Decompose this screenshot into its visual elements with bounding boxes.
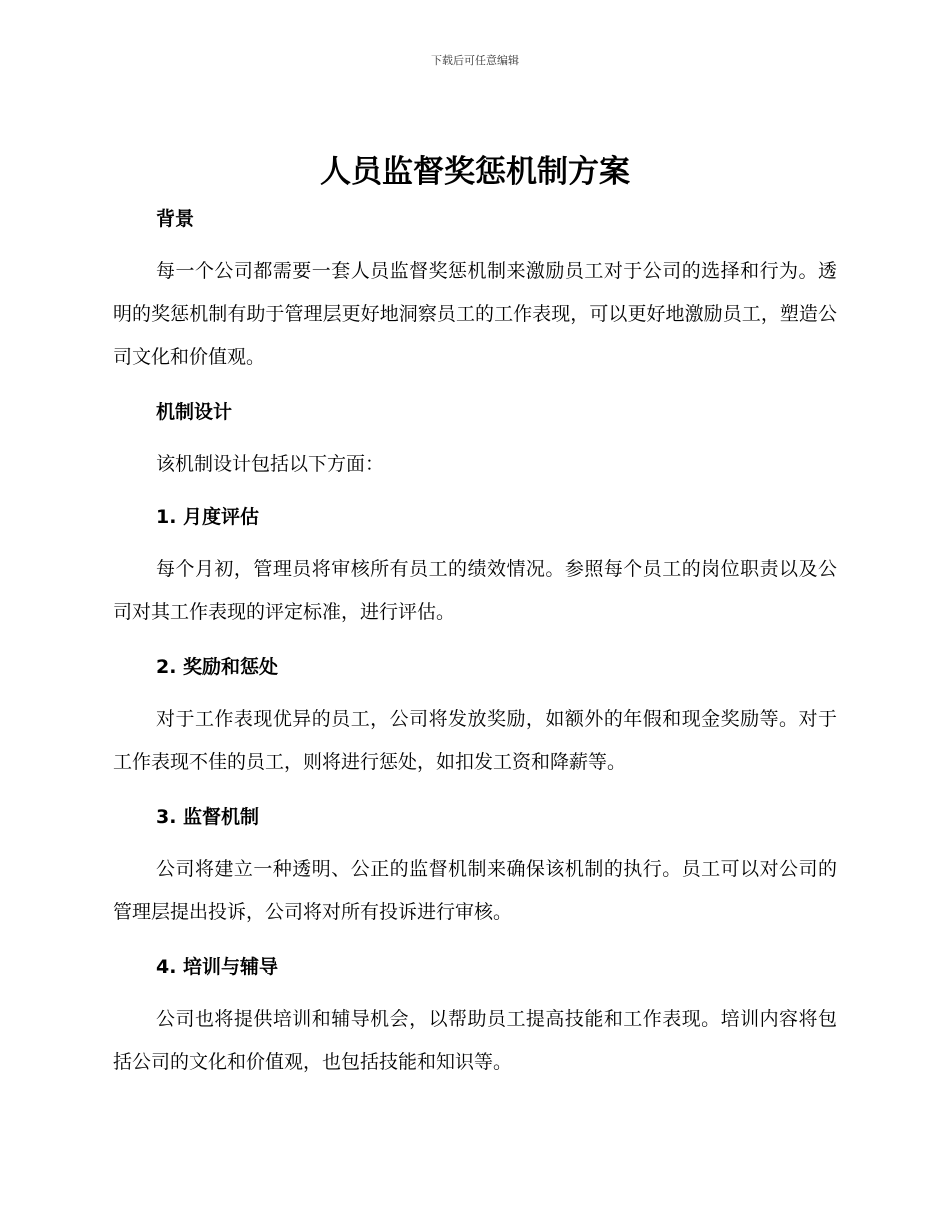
document-title: 人员监督奖惩机制方案 (320, 154, 630, 190)
section-paragraph: 公司将建立一种透明、公正的监督机制来确保该机制的执行。员工可以对公司的管理层提出投诉，公司将对所有投诉进行审核。 (113, 858, 837, 923)
document-body (113, 198, 837, 1084)
section-paragraph: 对于工作表现优异的员工，公司将发放奖励，如额外的年假和现金奖励等。对于工作表现不佳的员工，则将进行惩处，如扣发工资和降薪等。 (113, 708, 837, 773)
section-heading-rewards-penalties: 2. 奖励和惩处 (156, 656, 279, 678)
section-paragraph: 该机制设计包括以下方面： (156, 453, 385, 475)
section-paragraph: 每个月初，管理员将审核所有员工的绩效情况。参照每个员工的岗位职责以及公司对其工作表现的评定标准，进行评估。 (113, 558, 837, 623)
section-heading-mechanism-design: 机制设计 (156, 401, 233, 423)
section-paragraph: 公司也将提供培训和辅导机会，以帮助员工提高技能和工作表现。培训内容将包括公司的文化和价值观，也包括技能和知识等。 (113, 1008, 837, 1073)
section-paragraph: 每一个公司都需要一套人员监督奖惩机制来激励员工对于公司的选择和行为。透明的奖惩机制有助于管理层更好地洞察员工的工作表现，可以更好地激励员工，塑造公司文化和价值观。 (113, 260, 837, 368)
section-heading-training: 4. 培训与辅导 (156, 956, 279, 978)
section-heading-background: 背景 (156, 208, 195, 230)
section-heading-supervision: 3. 监督机制 (156, 806, 260, 828)
page-header-note: 下载后可任意编辑 (431, 54, 519, 67)
section-heading-monthly-evaluation: 1. 月度评估 (156, 506, 260, 528)
